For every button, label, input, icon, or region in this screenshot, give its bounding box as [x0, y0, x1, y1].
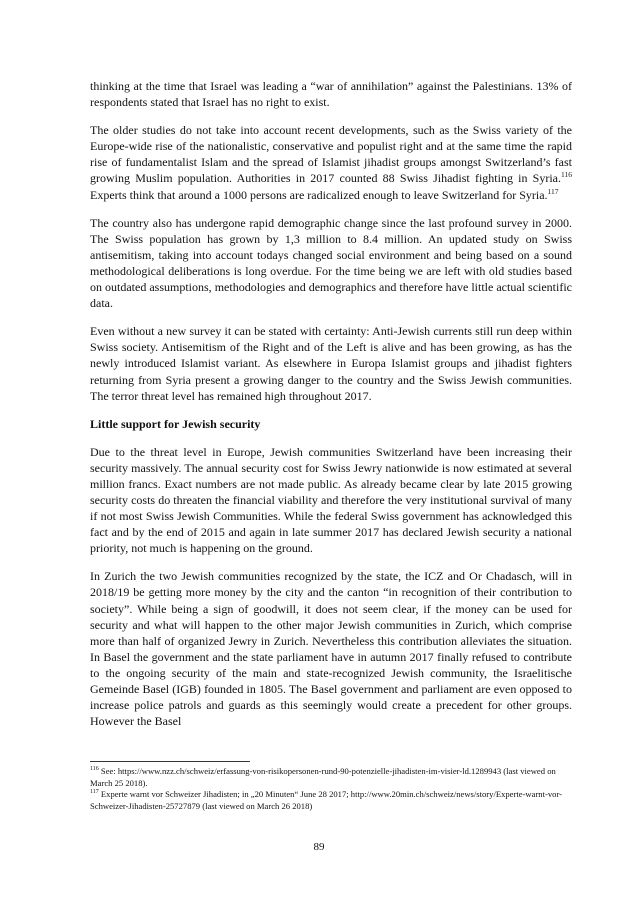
paragraph-5: Due to the threat level in Europe, Jewish communities Switzerland have been increasing their security massively. The annual security cost for Swiss Jewry nationwide is now estimated at several million francs. Exact numbers are not made public. As already became clear by late 2015 growing security costs do threaten the financial viability and therefore the very institutional survival of many if not most Swiss Jewish Communities. While the federal Swiss government has acknowledged this fact and by the end of 2015 and again in late summer 2017 has declared Jewish security a national priority, not much is happening on the ground. [90, 444, 572, 556]
section-heading: Little support for Jewish security [90, 416, 261, 431]
footnote-116 [90, 766, 572, 789]
paragraph-1-text: thinking at the time that Israel was leading a “war of annihilation” against the Palestinians. 13% of respondents stated that Israel has no right to exist. [90, 79, 572, 110]
paragraph-2-text-continued: Experts think that around a 1000 persons are radicalized enough to leave Switzerland for Syria. [90, 187, 548, 202]
body-text [90, 78, 572, 741]
footnote-number: 117 [90, 789, 99, 796]
footnote-text: Experte warnt vor Schweizer Jihadisten; in „20 Minuten“ June 28 2017; http://www.20min.ch/schweiz/news/story/Experte-warnt-vor-Schweizer-Jihadisten-25727879 (last viewed on March 26 2018) [90, 789, 562, 811]
footnotes [90, 766, 572, 812]
paragraph-2-text: The older studies do not take into account recent developments, such as the Swiss variety of the Europe-wide rise of the nationalistic, conservative and populist right and at the same time the rapid rise of fundamentalist Islam and the spread of Islamist jihadist groups amongst Switzerland’s fast growing Muslim population. Authorities in 2017 counted 88 Swiss Jihadist fighting in Syria. [90, 123, 572, 186]
footnote-text: See: https://www.nzz.ch/schweiz/erfassung-von-risikopersonen-rund-90-potenzielle-jihadisten-im-visier-ld.1289943 (last viewed on March 25 2018). [90, 766, 556, 788]
paragraph-3-text: The country also has undergone rapid demographic change since the last profound survey in 2000. The Swiss population has grown by 1,3 million to 8.4 million. An updated study on Swiss antisemitism, taking into account todays changed social environment and being based on a sound methodological deliberations is long overdue. For the time being we are left with old studies based on outdated assumptions, methodologies and demographics and therefore have little actual scientific data. [90, 215, 572, 311]
paragraph-4 [90, 323, 572, 403]
paragraph-3 [90, 215, 572, 312]
footnote-divider [90, 761, 250, 762]
paragraph-2 [90, 122, 572, 202]
footnote-number: 116 [90, 766, 99, 773]
paragraph-1 [90, 78, 572, 110]
paragraph-4-text: Even without a new survey it can be stated with certainty: Anti-Jewish currents still run deep within Swiss society. Antisemitism of the Right and of the Left is alive and has been growing, as has the newly introduced Islamist variant. As elsewhere in Europa Islamist groups and jihadist fighters returning from Syria present a growing danger to the country and the Swiss Jewish communities. The terror threat level has remained high throughout 2017. [90, 324, 572, 403]
page-number: 89 [313, 841, 325, 853]
footnote-117 [90, 789, 572, 812]
footnote-ref-117[interactable]: 117 [547, 186, 559, 196]
footnote-ref-116[interactable]: 116 [561, 170, 572, 180]
paragraph-6: In Zurich the two Jewish communities recognized by the state, the ICZ and Or Chadasch, will in 2018/19 be getting more money by the city and the canton “in recognition of their contribution to society”. While being a sign of goodwill, it does not seem clear, if the money can be used for security and what will happen to the other major Jewish communities in Zurich, which comprise more than half of organized Jewry in Zurich. Nevertheless this contribution alleviates the situation. In Basel the government and the state parliament have in autumn 2017 finally refused to contribute to the ongoing security of the main and state-recognized Jewish community, the Israelitische Gemeinde Basel (IGB) founded in 1805. The Basel government and parliament are even opposed to increase police patrols and guards as this seemingly would create a precedent for other groups. However the Basel [90, 569, 572, 729]
